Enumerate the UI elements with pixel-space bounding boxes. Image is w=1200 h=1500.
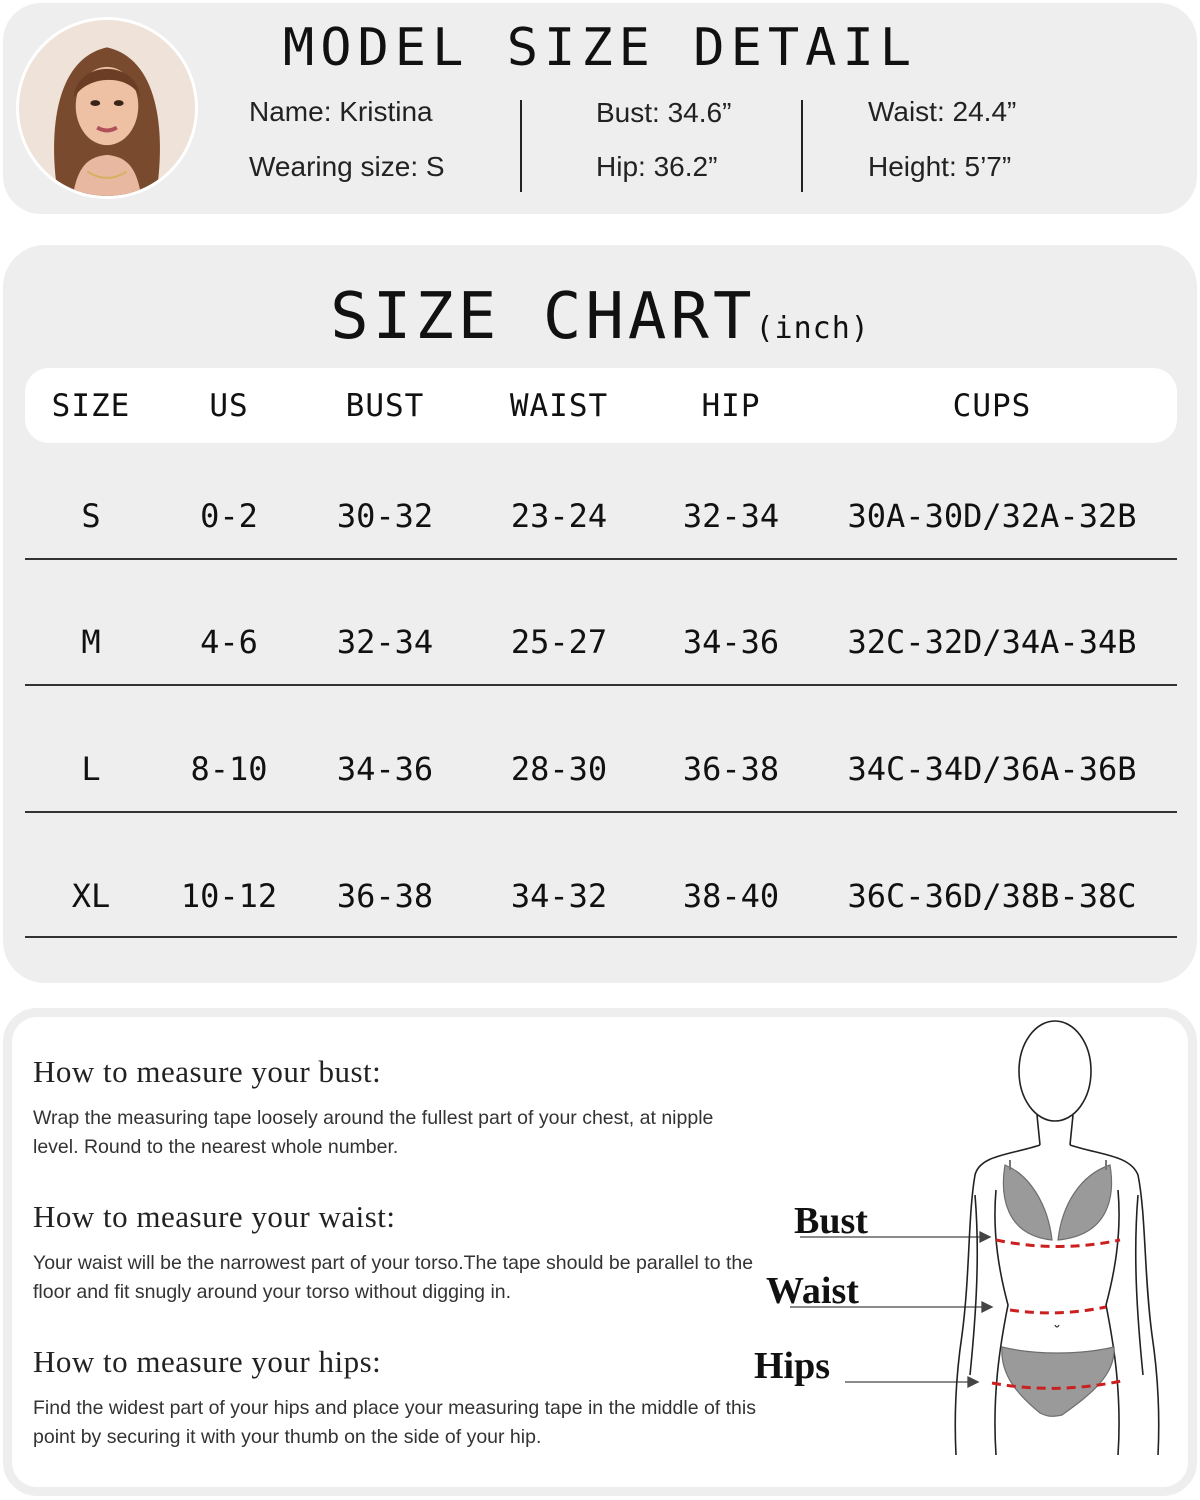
size-chart-unit: (inch) bbox=[755, 311, 870, 346]
model-hip: Hip: 36.2” bbox=[596, 151, 718, 182]
model-divider-2 bbox=[801, 100, 803, 192]
size-chart-panel bbox=[3, 245, 1197, 983]
column-header-hip: HIP bbox=[701, 388, 761, 424]
hips-measure-text: Find the widest part of your hips and place your measuring tape in the middle of this point by securing it with your thumb on the side of your hip. bbox=[33, 1397, 756, 1448]
table-cell-us: 0-2 bbox=[200, 497, 258, 535]
row-divider bbox=[25, 558, 1177, 560]
column-header-us: US bbox=[209, 388, 249, 424]
table-cell-waist: 25-27 bbox=[510, 623, 608, 661]
brief-shape bbox=[1002, 1347, 1114, 1416]
bust-measure-text: Wrap the measuring tape loosely around the fullest part of your chest, at nipple level. Round to the nearest whole number. bbox=[33, 1107, 714, 1158]
table-cell-bust: 30-32 bbox=[336, 497, 434, 535]
waist-measure-text: Your waist will be the narrowest part of your torso.The tape should be parallel to the floor and fit snugly around your torso without digging in. bbox=[33, 1252, 754, 1303]
table-cell-us: 8-10 bbox=[190, 750, 268, 788]
table-cell-waist: 28-30 bbox=[510, 750, 608, 788]
figure-label-waist: Waist bbox=[766, 1270, 859, 1312]
column-header-waist: WAIST bbox=[509, 388, 609, 424]
model-bust: Bust: 34.6” bbox=[596, 97, 732, 128]
table-cell-waist: 23-24 bbox=[510, 497, 608, 535]
table-cell-us: 4-6 bbox=[200, 623, 258, 661]
table-cell-cups: 32C-32D/34A-34B bbox=[847, 623, 1137, 661]
figure-label-hips: Hips bbox=[754, 1345, 831, 1387]
model-height: Height: 5’7” bbox=[868, 151, 1012, 182]
table-cell-hip: 36-38 bbox=[682, 750, 780, 788]
table-cell-bust: 36-38 bbox=[336, 877, 434, 915]
table-cell-hip: 32-34 bbox=[682, 497, 780, 535]
column-header-size: SIZE bbox=[51, 388, 131, 424]
model-divider-1 bbox=[520, 100, 522, 192]
table-cell-us: 10-12 bbox=[180, 877, 278, 915]
row-divider bbox=[25, 811, 1177, 813]
table-cell-size: M bbox=[81, 623, 101, 661]
table-cell-cups: 36C-36D/38B-38C bbox=[847, 877, 1137, 915]
row-divider bbox=[25, 936, 1177, 938]
table-cell-size: L bbox=[81, 750, 101, 788]
table-cell-size: XL bbox=[71, 877, 111, 915]
table-cell-hip: 34-36 bbox=[682, 623, 780, 661]
model-wearing-size: Wearing size: S bbox=[249, 151, 445, 182]
table-cell-waist: 34-32 bbox=[510, 877, 608, 915]
body-measurement-figure bbox=[930, 1015, 1170, 1493]
waist-measure-heading: How to measure your waist: bbox=[33, 1199, 396, 1234]
table-cell-size: S bbox=[81, 497, 101, 535]
table-cell-bust: 32-34 bbox=[336, 623, 434, 661]
column-header-bust: BUST bbox=[345, 388, 425, 424]
bra-shape bbox=[1003, 1165, 1111, 1240]
size-chart-title bbox=[0, 280, 1200, 354]
hips-measure-heading: How to measure your hips: bbox=[33, 1344, 382, 1379]
bust-measure-heading: How to measure your bust: bbox=[33, 1054, 382, 1089]
table-cell-cups: 34C-34D/36A-36B bbox=[847, 750, 1137, 788]
model-waist: Waist: 24.4” bbox=[868, 96, 1017, 127]
table-cell-cups: 30A-30D/32A-32B bbox=[847, 497, 1137, 535]
row-divider bbox=[25, 684, 1177, 686]
column-header-cups: CUPS bbox=[952, 388, 1032, 424]
model-size-title: MODEL SIZE DETAIL bbox=[282, 18, 918, 78]
size-chart-heading: SIZE CHART bbox=[330, 280, 756, 354]
model-name: Name: Kristina bbox=[249, 96, 433, 127]
figure-label-bust: Bust bbox=[794, 1200, 868, 1242]
table-cell-hip: 38-40 bbox=[682, 877, 780, 915]
table-cell-bust: 34-36 bbox=[336, 750, 434, 788]
